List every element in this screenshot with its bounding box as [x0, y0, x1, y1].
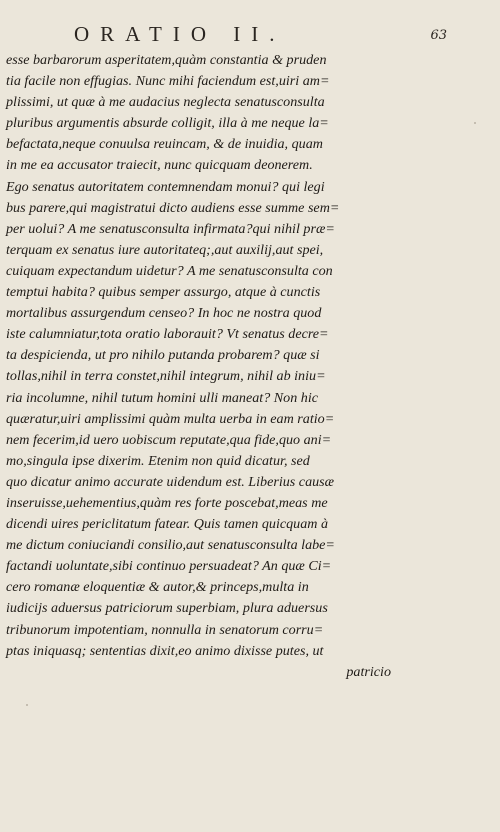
text-line: me dictum coniuciandi consilio,aut senatusconsulta labe=	[6, 537, 335, 554]
text-line: cero romanæ eloquentiæ & autor,& princeps,multa in	[6, 579, 309, 596]
text-line: ria incolumne, nihil tutum homini ulli maneat? Non hic	[6, 389, 319, 406]
running-title: ORATIO II.	[74, 22, 286, 46]
text-line: in me ea accusator traiecit, nunc quicquam deonerem.	[6, 157, 313, 174]
text-line: nem fecerim,id uero uobiscum reputate,qua fide,quo ani=	[6, 431, 332, 448]
text-line: bus parere,qui magistratui dicto audiens esse summe sem=	[6, 199, 340, 216]
text-line: mo,singula ipse dixerim. Etenim non quid dicatur, sed	[6, 452, 310, 469]
page-number: 63	[430, 28, 447, 43]
text-line: terquam ex senatus iure autoritateq;,aut auxilij,aut spei,	[6, 241, 324, 258]
text-line: tribunorum impotentiam, nonnulla in senatorum corru=	[6, 621, 324, 638]
page-header	[0, 22, 500, 48]
text-line: mortalibus assurgendum censeo? In hoc ne nostra quod	[6, 305, 322, 322]
text-line: temptui habita? quibus semper assurgo, atque à cunctis	[6, 284, 321, 301]
text-line: esse barbarorum asperitatem,quàm constantia & pruden	[6, 52, 327, 68]
text-line: quo dicatur animo accurate uidendum est. Liberius causæ	[6, 473, 335, 490]
text-line: iste calumniatur,tota oratio laborauit? Vt senatus decre=	[6, 326, 329, 343]
text-line: dicendi uires periclitatum fatear. Quis tamen quicquam à	[6, 516, 329, 533]
paper-speck	[26, 704, 28, 706]
body-text	[6, 50, 391, 683]
text-line: befactata,neque conuulsa reuincam, & de inuidia, quam	[6, 136, 323, 153]
text-line: tollas,nihil in terra constet,nihil integrum, nihil ab iniu=	[6, 368, 326, 385]
text-line: tia facile non effugias. Nunc mihi faciendum est,uiri am=	[6, 73, 330, 90]
text-line: iudicijs aduersus patriciorum superbiam, plura aduersus	[6, 600, 328, 617]
text-line: quæratur,uiri amplissimi quàm multa uerba in eam ratio=	[6, 410, 335, 427]
text-line: Ego senatus autoritatem contemnendam monui? qui legi	[6, 178, 325, 195]
text-line: ptas iniquasq; sententias dixit,eo animo dixisse putes, ut	[6, 642, 324, 659]
text-line: factandi uoluntate,sibi continuo persuadeat? An quæ Ci=	[6, 558, 332, 575]
text-line: plissimi, ut quæ à me audacius neglecta senatusconsulta	[6, 94, 325, 111]
text-line: inseruisse,uehementius,quàm res forte poscebat,meas me	[6, 494, 328, 511]
paper-speck	[474, 122, 476, 124]
text-line: cuiquam expectandum uidetur? A me senatusconsulta con	[6, 262, 333, 279]
catchword: patricio	[346, 663, 391, 680]
text-line: ta despicienda, ut pro nihilo putanda probarem? quæ si	[6, 347, 320, 364]
text-line: pluribus argumentis absurde colligit, illa à me neque la=	[6, 115, 329, 132]
text-line: per uolui? A me senatusconsulta infirmata?qui nihil præ=	[6, 220, 335, 237]
